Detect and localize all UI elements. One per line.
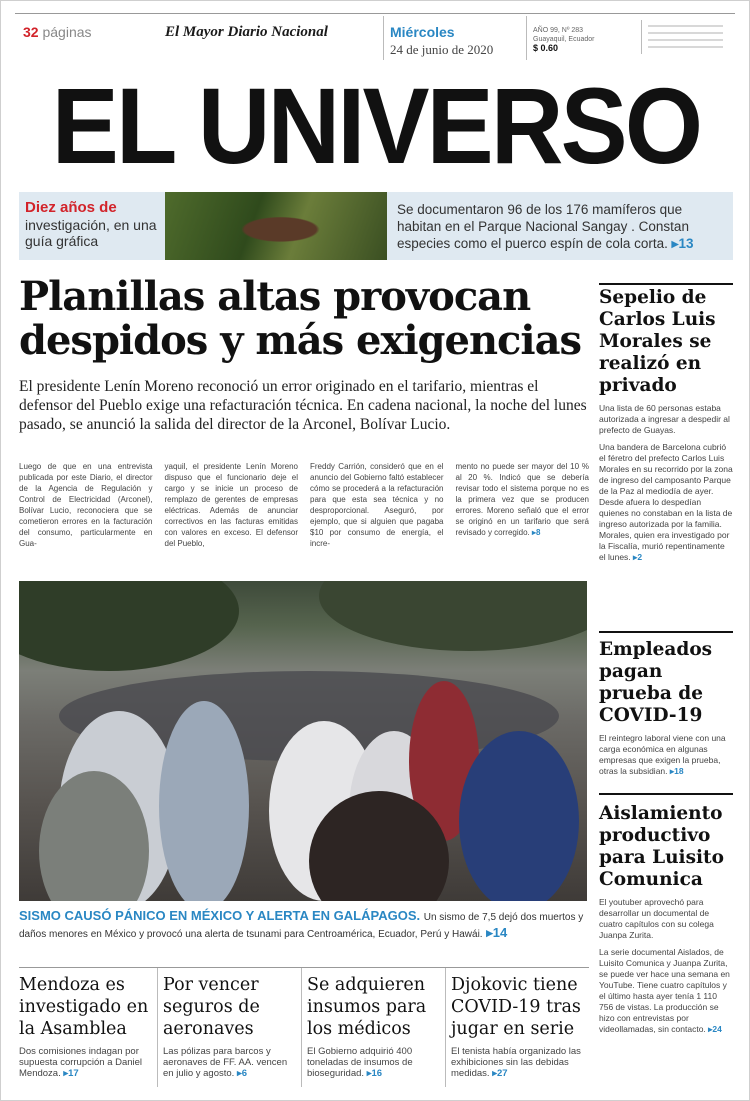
bottom-headline: Djokovic tiene COVID-19 tras jugar en serie (451, 975, 581, 1039)
weekday: Miércoles (390, 24, 455, 40)
masthead-logo[interactable]: EL UNIVERSO (51, 65, 701, 186)
slogan: El Mayor Diario Nacional (165, 24, 328, 40)
teaser-text: Se documentaron 96 de los 176 mamíferos que habitan en el Parque Nacional Sangay . Constan especies como el puerco espín de cola corta. ▸13 (397, 202, 694, 251)
body-column: mento no puede ser mayor del 10 % al 20 %. Indicó que se debería revisar todo el sistema porque no es la primera vez que se producen errores. Moreno señaló que el error se originó en un tarifario que será revisado y corregido. ▸8 (455, 462, 589, 537)
caption-body: Un sismo de 7,5 dejó dos muertos y daños menores en México y provocó una alerta de tsunami para Centroamérica, Ecuador, Perú y Hawái. (19, 912, 584, 940)
rates-box (641, 20, 729, 54)
bottom-story[interactable]: Djokovic tiene COVID-19 tras jugar en serie El tenista había organizado las exhibiciones sin las debidas medidas. ▸27 (445, 968, 589, 1087)
main-body-columns (19, 461, 589, 549)
teaser-photo (165, 192, 387, 260)
top-info-strip (15, 13, 735, 61)
bottom-stories-row (19, 967, 589, 1087)
main-deck: El presidente Lenín Moreno reconoció un error originado en el tarifario, mientras el defensor del Pueblo exige una refacturación técnica. En cadena nacional, la noche del lunes pasado, se anunció la salida del director de la Arconel, Bolívar Lucio. (19, 378, 587, 433)
body-column: yaquil, el presidente Lenín Moreno dispuso que el funcionario deje el cargo y se inicie un proceso de remplazo de gerentes de empresas eléctricas. Además de anunciar correctivos en las facturas emitidas con valores en exceso. El defensor del Pueblo, (164, 462, 298, 548)
sidebar-story[interactable]: Empleados pagan prueba de COVID-19 El reintegro laboral viene con una carga económica en algunas empresas que exigen la prueba, otras la subsidian. ▸18 (599, 639, 733, 783)
sidebar-rule (599, 793, 733, 795)
teaser-subtitle: investigación, en una guía gráfica (25, 217, 157, 249)
teaser-title: Diez años de (25, 199, 117, 216)
bottom-story[interactable]: Por vencer seguros de aeronaves Las pólizas para barcos y aeronaves de FF. AA. vencen en julio y agosto. ▸6 (157, 968, 301, 1087)
earthquake-photo[interactable] (19, 581, 587, 901)
bottom-headline: Mendoza es investigado en la Asamblea (19, 975, 149, 1039)
main-headline[interactable]: Planillas altas provocan despidos y más exigencias (19, 273, 582, 364)
bottom-story[interactable]: Se adquieren insumos para los médicos El Gobierno adquirió 400 toneladas de insumos de bioseguridad. ▸16 (301, 968, 445, 1087)
photo-caption: SISMO CAUSÓ PÁNICO EN MÉXICO Y ALERTA EN GALÁPAGOS. Un sismo de 7,5 dejó dos muertos y daños menores en México y provocó una alerta de tsunami para Centroamérica, Ecuador, Perú y Hawái. ▸14 (19, 908, 584, 940)
sidebar-rule (599, 631, 733, 633)
sidebar-headline: Empleados pagan prueba de COVID-19 (599, 639, 713, 726)
sidebar-headline: Sepelio de Carlos Luis Morales se realizó en privado (599, 287, 716, 396)
bottom-headline: Se adquieren insumos para los médicos (307, 975, 427, 1039)
bottom-headline: Por vencer seguros de aeronaves (163, 975, 260, 1039)
bottom-story[interactable]: Mendoza es investigado en la Asamblea Dos comisiones indagan por supuesta corrupción a Daniel Mendoza. ▸17 (19, 968, 157, 1087)
sidebar-story[interactable]: Aislamiento productivo para Luisito Comunica El youtuber aprovechó para desarrollar un documental de cuatro capítulos con su colega Juanpa Zurita. La serie documental Aislados, de Luisito Comunica y Juanpa Zurita, se puede ver hace una semana en YouTube. Tiene cuatro capítulos y el último hasta ayer tenía 1 110 756 de vistas. La producción se hizo con entrevistas por videollamadas, sin contacto. ▸24 (599, 803, 733, 1041)
teaser-banner[interactable] (19, 192, 733, 260)
price: $ 0.60 (533, 43, 559, 53)
page-count: 32 páginas (23, 24, 92, 40)
sidebar-rule (599, 283, 733, 285)
edition-info: AÑO 99, Nº 283 Guayaquil, Ecuador $ 0.60 (533, 27, 595, 53)
date-box (383, 16, 527, 60)
body-column: Freddy Carrión, consideró que en el anuncio del Gobierno faltó establecer cómo se procederá a la refacturación para que esta sea técnica y no desproporcional. Aseguró, por ejemplo, que si alguien que pagaba $10 por consumo de energía, el incre- (310, 462, 444, 548)
date: 24 de junio de 2020 (390, 42, 494, 57)
caption-title: SISMO CAUSÓ PÁNICO EN MÉXICO Y ALERTA EN GALÁPAGOS. (19, 908, 421, 923)
body-column: Luego de que en una entrevista publicada por este Diario, el director de la Agencia de Regulación y Control de Electricidad (Arconel), Bolívar Lucio, reconociera que se cometieron errores en la facturación del consumo, particularmente en Gua- (19, 462, 153, 548)
sidebar-headline: Aislamiento productivo para Luisito Comunica (599, 803, 724, 890)
sidebar-story[interactable]: Sepelio de Carlos Luis Morales se realizó en privado Una lista de 60 personas estaba autorizada a ingresar a despedir al prefecto de Guayas. Una bandera de Barcelona cubrió el féretro del prefecto Carlos Luis Morales en su recorrido por la zona de ingreso del camposanto Parque de la Paz al mediodía de ayer. Desde afuera lo despedían quienes no constaban en la lista de ingreso autorizada por la familia. Morales, quien era investigado por la Fiscalía, murió repentinamente el lunes. ▸2 (599, 287, 733, 562)
